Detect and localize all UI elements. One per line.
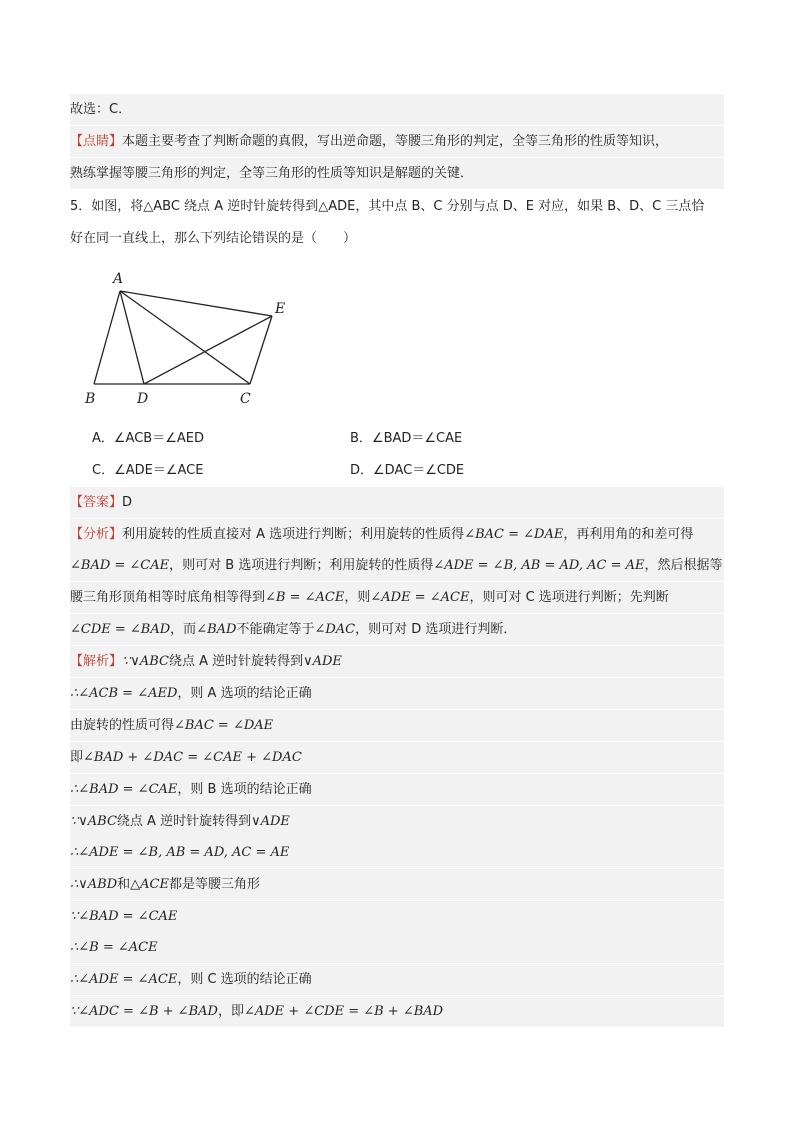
remark-line-1: [70, 126, 724, 157]
solution-math: ∠ADE + ∠CDE = ∠B + ∠BAD: [243, 1004, 444, 1019]
remark-line-2: [70, 158, 724, 189]
option-a: A．∠ACB＝∠AED: [92, 431, 204, 446]
analysis-math: ∠B = ∠ACE: [265, 590, 345, 605]
analysis-math: ∠CDE = ∠BAD: [70, 622, 171, 637]
analysis-math: ∠ADE = ∠ACE: [370, 590, 470, 605]
question-line-1: [70, 191, 724, 222]
solution-math: ∴∠ADE = ∠ACE: [70, 972, 178, 987]
answer-tag: 【答案】: [70, 495, 123, 510]
solution-text: 绕点 A 逆时针旋转得到: [116, 814, 252, 829]
option-d: D．∠DAC＝∠CDE: [350, 463, 465, 478]
analysis-line-3: [70, 582, 724, 613]
remark-text-2: 熟练掌握等腰三角形的判定，全等三角形的性质等知识是解题的关键．: [70, 166, 474, 181]
analysis-text: ，然后根据等: [644, 558, 723, 573]
analysis-math: ∠ADE = ∠B, AB = AD, AC = AE: [433, 558, 645, 573]
solution-math: ∴∠ACB = ∠AED: [70, 686, 178, 701]
remark-tag: 【点睛】: [70, 134, 123, 149]
analysis-line-1: [70, 519, 724, 550]
solution-line-11: [70, 964, 724, 995]
solution-math: ∵∠BAD = ∠CAE: [70, 909, 178, 924]
solution-line-10: [70, 932, 724, 963]
analysis-text: ，则: [344, 590, 371, 605]
label-D: D: [137, 391, 149, 407]
solution-text: 和: [117, 877, 131, 892]
solution-math: ∠BAC = ∠DAE: [174, 718, 274, 733]
solution-math: ∵∨ABC: [70, 814, 117, 829]
remark-text-1: 本题主要考查了判断命题的真假，写出逆命题，等腰三角形的判定，全等三角形的性质等知识，: [122, 134, 669, 149]
analysis-text: 腰三角形顶角相等时底角相等得到: [70, 590, 266, 605]
solution-line-6: [70, 806, 724, 837]
segment-AB: [94, 291, 120, 384]
solution-math: △ACE: [130, 877, 169, 892]
analysis-line-2: [70, 550, 724, 581]
answer-value: D: [122, 495, 133, 510]
label-A: A: [113, 271, 124, 287]
solution-conclusion-line: [70, 94, 724, 125]
solution-math: ∴∨ABD: [70, 877, 118, 892]
solution-math: ∵∨ABC: [122, 654, 169, 669]
solution-line-5: [70, 774, 724, 805]
question-line-2: [70, 223, 724, 254]
label-C: C: [240, 391, 251, 407]
solution-math: ∠BAD + ∠DAC = ∠CAE + ∠DAC: [83, 750, 302, 765]
option-c: C．∠ADE＝∠ACE: [92, 463, 204, 478]
solution-line-2: [70, 678, 724, 709]
label-B: B: [85, 391, 96, 407]
solution-text: ，则 A 选项的结论正确: [177, 686, 312, 701]
solution-math: ∴∠ADE = ∠B, AB = AD, AC = AE: [70, 845, 290, 860]
solution-math: ∨ADE: [303, 654, 342, 669]
analysis-math: ∠DAC: [314, 622, 356, 637]
solution-math: ∨ADE: [251, 814, 290, 829]
solution-line-8: [70, 869, 724, 900]
solution-line-4: [70, 742, 724, 773]
solution-line-12: [70, 996, 724, 1027]
analysis-text: ，则可对 B 选项进行判断；利用旋转的性质得: [169, 558, 434, 573]
solution-line-1: [70, 646, 724, 677]
answer-line: [70, 487, 724, 518]
solution-text: 即: [70, 750, 84, 765]
question-text-1: 5．如图，将△ABC 绕点 A 逆时针旋转得到△ADE，其中点 B、C 分别与点 D、E 对应，如果 B、D、C 三点恰: [70, 199, 705, 214]
analysis-text: 利用旋转的性质直接对 A 选项进行判断；利用旋转的性质得: [122, 527, 465, 542]
solution-line-7: [70, 837, 724, 868]
analysis-math: ∠BAC = ∠DAE: [464, 527, 564, 542]
solution-math: ∵∠ADC = ∠B + ∠BAD: [70, 1004, 218, 1019]
solution-line-3: [70, 710, 724, 741]
segment-AE: [120, 291, 272, 316]
analysis-text: ，再利用角的和差可得: [563, 527, 694, 542]
analysis-text: ，则可对 D 选项进行判断．: [355, 622, 517, 637]
label-E: E: [275, 301, 286, 317]
analysis-text: ，而: [170, 622, 197, 637]
analysis-line-4: [70, 614, 724, 645]
solution-math: ∴∠BAD = ∠CAE: [70, 782, 178, 797]
solution-text: 都是等腰三角形: [169, 877, 261, 892]
analysis-math: ∠BAD = ∠CAE: [70, 558, 170, 573]
geometry-figure: [80, 262, 300, 412]
solution-text: ，则 C 选项的结论正确: [177, 972, 312, 987]
solution-text: 绕点 A 逆时针旋转得到: [168, 654, 304, 669]
analysis-text: ，则可对 C 选项进行判断；先判断: [469, 590, 669, 605]
solution-text: ，则 B 选项的结论正确: [177, 782, 312, 797]
solution-text: 由旋转的性质可得: [70, 718, 175, 733]
conclusion-text: 故选：C．: [70, 102, 132, 117]
question-text-2: 好在同一直线上，那么下列结论错误的是（ ）: [70, 231, 357, 246]
solution-text: ，即: [217, 1004, 244, 1019]
solution-line-9: [70, 901, 724, 932]
analysis-math: ∠BAD: [196, 622, 237, 637]
analysis-tag: 【分析】: [70, 527, 123, 542]
solution-math: ∴∠B = ∠ACE: [70, 940, 158, 955]
analysis-text: 不能确定等于: [236, 622, 315, 637]
option-b: B．∠BAD＝∠CAE: [350, 431, 463, 446]
solution-tag: 【解析】: [70, 654, 123, 669]
